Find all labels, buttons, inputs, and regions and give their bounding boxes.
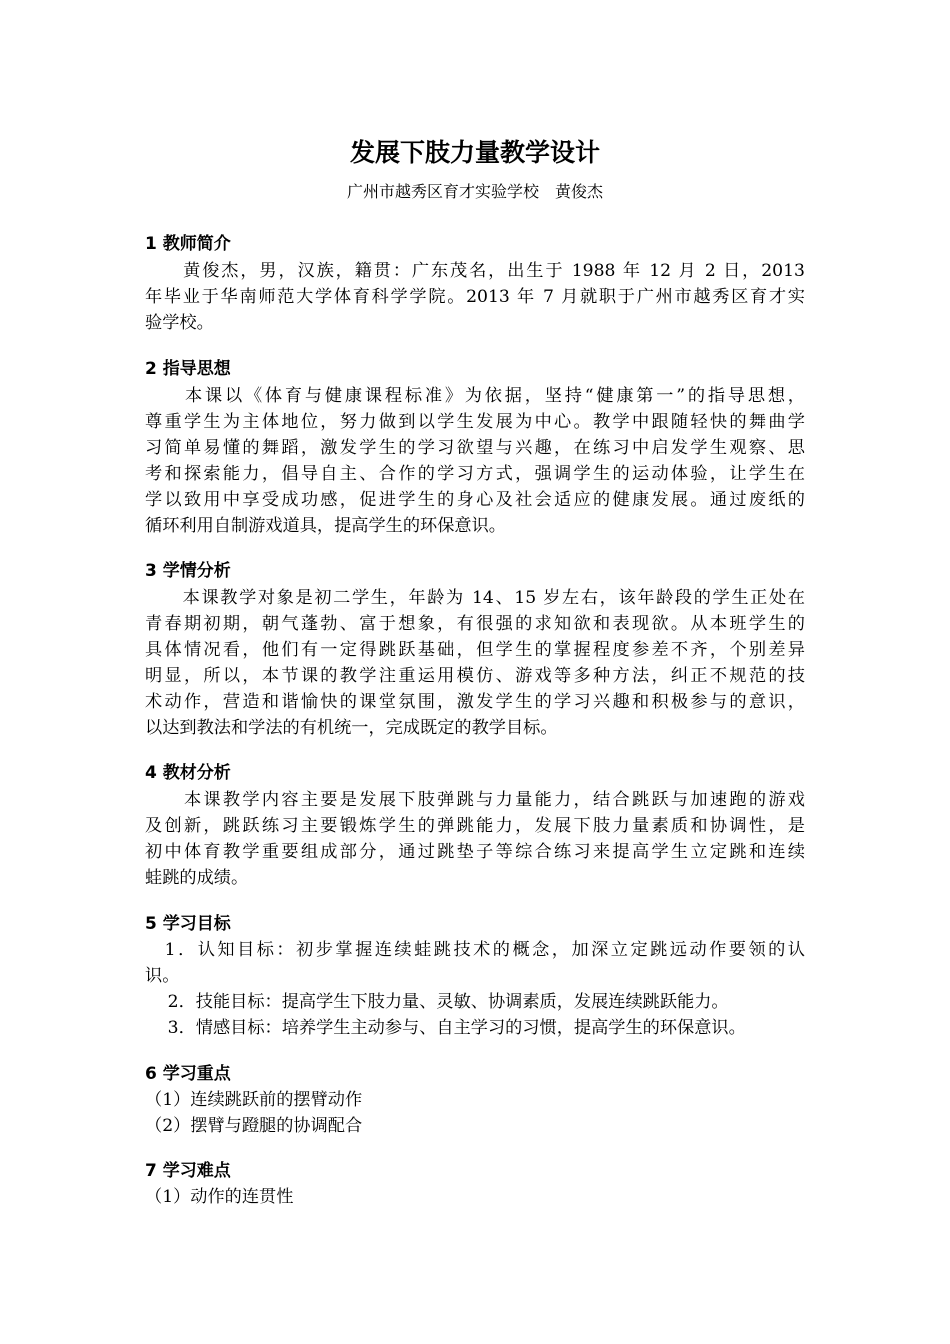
list-item: （1）动作的连贯性 [145,1187,294,1207]
section-heading: 2 指导思想 [145,359,231,379]
section-heading: 4 教材分析 [145,763,231,783]
list-item: 3．情感目标：培养学生主动参与、自主学习的习惯，提高学生的环保意识。 [145,1018,746,1038]
section-heading: 5 学习目标 [145,914,231,934]
paragraph-line: 本课教学对象是初二学生，年龄为 14、15 岁左右，该年龄段的学生正处在 [145,588,805,608]
paragraph-line: 考和探索能力，倡导自主、合作的学习方式，强调学生的运动体验，让学生在 [145,464,805,484]
paragraph-line: 具体情况看，他们有一定得跳跃基础，但学生的掌握程度参差不齐，个别差异 [145,640,805,660]
paragraph-line: 明显，所以，本节课的教学注重运用模仿、游戏等多种方法，纠正不规范的技 [145,666,805,686]
list-item-continuation: 识。 [145,966,180,986]
section-heading: 3 学情分析 [145,561,231,581]
paragraph-line: 及创新，跳跃练习主要锻炼学生的弹跳能力，发展下肢力量素质和协调性，是 [145,816,805,836]
paragraph-line: 以达到教法和学法的有机统一，完成既定的教学目标。 [145,718,558,738]
paragraph-line: 青春期初期，朝气蓬勃、富于想象，有很强的求知欲和表现欲。从本班学生的 [145,614,805,634]
document-author: 广州市越秀区育才实验学校 黄俊杰 [346,182,603,201]
paragraph-line: 蛙跳的成绩。 [145,868,249,888]
section-heading: 1 教师简介 [145,234,231,254]
section-heading: 6 学习重点 [145,1064,231,1084]
list-item: （1）连续跳跃前的摆臂动作 [145,1090,363,1110]
paragraph-line: 习简单易懂的舞蹈，激发学生的学习欲望与兴趣，在练习中启发学生观察、思 [145,438,805,458]
paragraph-line: 术动作，营造和谐愉快的课堂氛围，激发学生的学习兴趣和积极参与的意识， [145,692,805,712]
paragraph-line: 年毕业于华南师范大学体育科学学院。2013 年 7 月就职于广州市越秀区育才实 [145,287,805,307]
paragraph-line: 循环利用自制游戏道具，提高学生的环保意识。 [145,516,506,536]
paragraph-line: 尊重学生为主体地位，努力做到以学生发展为中心。教学中跟随轻快的舞曲学 [145,412,805,432]
paragraph-line: 黄俊杰，男，汉族，籍贯：广东茂名，出生于 1988 年 12 月 2 日，2013 [145,261,805,281]
list-item: 1．认知目标：初步掌握连续蛙跳技术的概念，加深立定跳远动作要领的认 [145,940,805,960]
paragraph-line: 本课教学内容主要是发展下肢弹跳与力量能力，结合跳跃与加速跑的游戏 [145,790,805,810]
paragraph-line: 学以致用中享受成功感，促进学生的身心及社会适应的健康发展。通过废纸的 [145,490,805,510]
section-heading: 7 学习难点 [145,1161,231,1181]
paragraph-line: 验学校。 [145,313,214,333]
list-item: 2．技能目标：提高学生下肢力量、灵敏、协调素质，发展连续跳跃能力。 [145,992,729,1012]
paragraph-line: 本课以《体育与健康课程标准》为依据，坚持“健康第一”的指导思想， [145,386,805,406]
list-item: （2）摆臂与蹬腿的协调配合 [145,1116,363,1136]
document-title: 发展下肢力量教学设计 [349,138,600,167]
paragraph-line: 初中体育教学重要组成部分，通过跳垫子等综合练习来提高学生立定跳和连续 [145,842,805,862]
